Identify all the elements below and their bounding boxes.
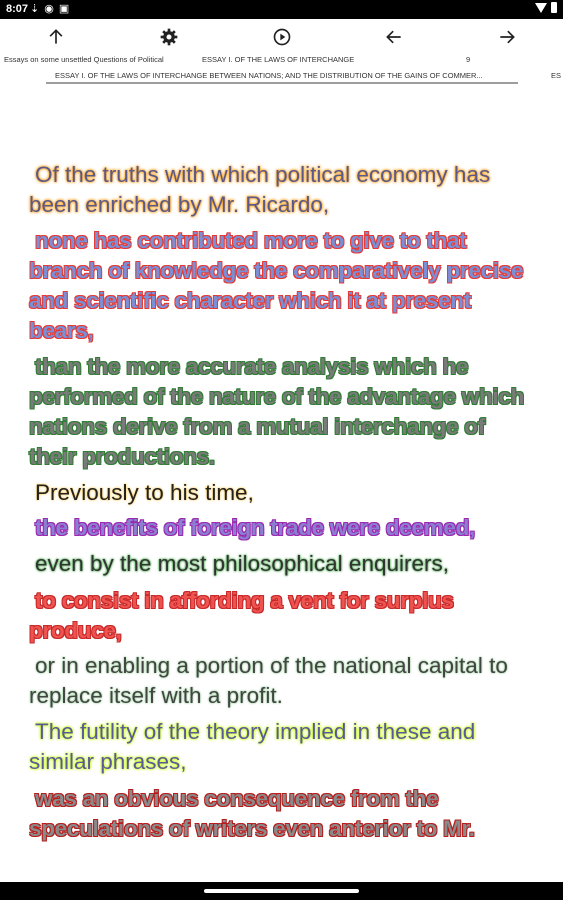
sentence-9[interactable]: The futility of the theory implied in these and similar phrases, (29, 719, 476, 774)
storage-icon: ▣ (58, 3, 70, 15)
download-icon: ⇣ (30, 3, 40, 15)
arrow-left-icon[interactable] (376, 23, 412, 51)
play-icon[interactable] (264, 23, 300, 51)
sentence-10[interactable]: was an obvious consequence from the speculations of writers even anterior to Mr. (29, 786, 475, 841)
page-number: 9 (466, 55, 471, 64)
battery-icon (551, 2, 557, 13)
sentence-7[interactable]: to consist in affording a vent for surplus produce, (29, 588, 454, 643)
arrow-up-icon[interactable] (38, 23, 74, 51)
status-right (535, 2, 557, 13)
status-bar (0, 0, 563, 19)
home-handle[interactable] (204, 889, 359, 893)
sentence-5[interactable]: the benefits of foreign trade were deemed, (35, 515, 475, 540)
next-chapter-title[interactable]: ES (551, 71, 562, 80)
chapter-title: ESSAY I. OF THE LAWS OF INTERCHANGE (202, 55, 355, 64)
navigation-bar (0, 882, 563, 900)
gear-icon[interactable] (151, 23, 187, 51)
sentence-3[interactable]: than the more accurate analysis which he performed of the nature of the advantage which nations derive from a mutual interchange of their productions. (29, 354, 525, 469)
reader-toolbar (0, 19, 563, 89)
sentence-2[interactable]: none has contributed more to give to that branch of knowledge the comparatively precise and scientific character which it at present bears, (29, 228, 524, 343)
sentence-8[interactable]: or in enabling a portion of the national capital to replace itself with a profit. (29, 653, 508, 708)
chapter-full-title[interactable]: ESSAY I. OF THE LAWS OF INTERCHANGE BETWEEN NATIONS; AND THE DISTRIBUTION OF THE GAINS OF COMMER... (55, 71, 483, 80)
sentence-1[interactable]: Of the truths with which political economy has been enriched by Mr. Ricardo, (29, 162, 491, 217)
book-title: Essays on some unsettled Questions of Political (4, 55, 164, 64)
arrow-right-icon[interactable] (489, 23, 525, 51)
reader-content[interactable] (0, 150, 563, 850)
status-time: 8:07 (6, 3, 29, 15)
wifi-icon (535, 3, 547, 13)
sentence-4[interactable]: Previously to his time, (35, 480, 254, 505)
sentence-6[interactable]: even by the most philosophical enquirers, (35, 551, 449, 576)
sync-icon: ◉ (44, 3, 54, 15)
toolbar-divider (46, 82, 518, 84)
notification-icons (30, 2, 69, 15)
